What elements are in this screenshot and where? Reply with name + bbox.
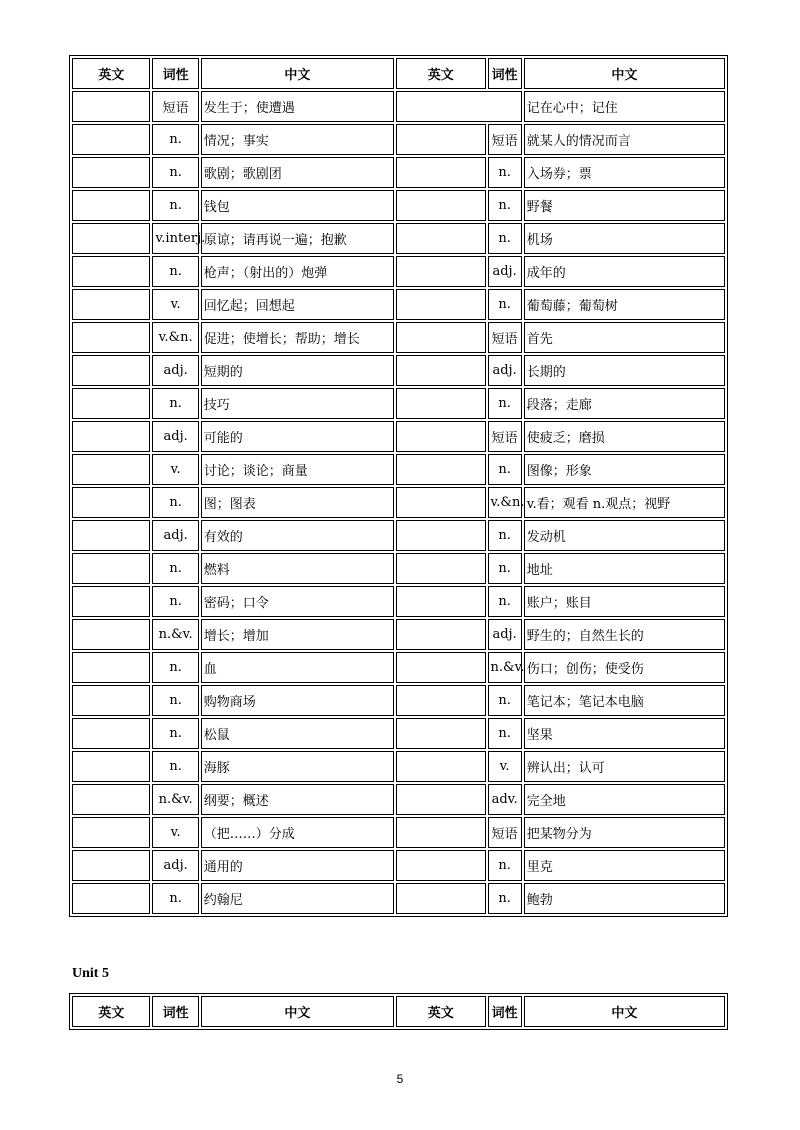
chinese-cell-left: 原谅；请再说一遍；抱歉 — [201, 223, 394, 254]
english-cell-right — [396, 883, 486, 914]
english-cell-left — [72, 817, 150, 848]
header-pos: 词性 — [488, 58, 522, 89]
english-cell-left — [72, 388, 150, 419]
pos-cell-right: adv. — [488, 784, 522, 815]
pos-cell-left: adj. — [152, 421, 198, 452]
english-cell-left — [72, 454, 150, 485]
table-row — [72, 289, 725, 320]
chinese-cell-right: 账户；账目 — [524, 586, 725, 617]
chinese-cell-left: 技巧 — [201, 388, 394, 419]
chinese-cell-left: 讨论；谈论；商量 — [201, 454, 394, 485]
table-row — [72, 487, 725, 518]
chinese-cell-right: 入场券；票 — [524, 157, 725, 188]
chinese-cell-left: 歌剧；歌剧团 — [201, 157, 394, 188]
pos-cell-right: n. — [488, 718, 522, 749]
pos-cell-right: n. — [488, 289, 522, 320]
english-cell-left — [72, 685, 150, 716]
header-chinese: 中文 — [201, 58, 394, 89]
pos-cell-left: n. — [152, 388, 198, 419]
pos-cell-left: n. — [152, 685, 198, 716]
english-cell-left — [72, 586, 150, 617]
chinese-cell-left: 钱包 — [201, 190, 394, 221]
pos-cell-left: adj. — [152, 850, 198, 881]
english-cell-right — [396, 850, 486, 881]
header-chinese: 中文 — [524, 58, 725, 89]
pos-cell-right: 短语 — [488, 322, 522, 353]
header-row — [72, 58, 725, 89]
chinese-cell-left: 短期的 — [201, 355, 394, 386]
chinese-cell-right: 笔记本；笔记本电脑 — [524, 685, 725, 716]
english-cell-right — [396, 619, 486, 650]
chinese-cell-left: 约翰尼 — [201, 883, 394, 914]
chinese-cell-right: 地址 — [524, 553, 725, 584]
header-english: 英文 — [72, 996, 150, 1027]
english-cell-left — [72, 223, 150, 254]
english-cell-left — [72, 256, 150, 287]
vocab-table — [69, 55, 728, 917]
pos-cell-right: n. — [488, 388, 522, 419]
english-cell-right — [396, 388, 486, 419]
header-english: 英文 — [396, 58, 486, 89]
pos-cell-right: n. — [488, 586, 522, 617]
chinese-cell-right: 就某人的情况而言 — [524, 124, 725, 155]
table-row — [72, 553, 725, 584]
table-row — [72, 718, 725, 749]
pos-cell-right: n. — [488, 520, 522, 551]
pos-cell-left: n. — [152, 124, 198, 155]
english-cell-right — [396, 817, 486, 848]
chinese-cell-right: 长期的 — [524, 355, 725, 386]
chinese-cell-right: 鲍勃 — [524, 883, 725, 914]
chinese-cell-left: 有效的 — [201, 520, 394, 551]
english-cell-left — [72, 619, 150, 650]
english-cell-right — [396, 289, 486, 320]
english-cell-left — [72, 751, 150, 782]
english-cell-right — [396, 685, 486, 716]
pos-cell-right: adj. — [488, 355, 522, 386]
english-cell-left — [72, 289, 150, 320]
chinese-cell-left: 燃料 — [201, 553, 394, 584]
pos-cell-left: v.&n. — [152, 322, 198, 353]
pos-cell-right: n. — [488, 883, 522, 914]
table-row — [72, 223, 725, 254]
header-pos: 词性 — [152, 58, 198, 89]
header-english: 英文 — [72, 58, 150, 89]
chinese-cell-right: 野生的；自然生长的 — [524, 619, 725, 650]
pos-cell-left: n. — [152, 718, 198, 749]
header-row — [72, 996, 725, 1027]
table-row — [72, 652, 725, 683]
table-row — [72, 157, 725, 188]
chinese-cell-right: 完全地 — [524, 784, 725, 815]
english-cell-left — [72, 784, 150, 815]
pos-cell-left: v. — [152, 817, 198, 848]
pos-cell-left: n. — [152, 487, 198, 518]
header-pos: 词性 — [152, 996, 198, 1027]
table-row — [72, 850, 725, 881]
table-row — [72, 388, 725, 419]
table-row — [72, 817, 725, 848]
pos-cell-left: adj. — [152, 520, 198, 551]
pos-cell-left: n. — [152, 157, 198, 188]
pos-cell-right: v. — [488, 751, 522, 782]
header-chinese: 中文 — [524, 996, 725, 1027]
english-cell-right — [396, 586, 486, 617]
chinese-cell-left: 密码；口令 — [201, 586, 394, 617]
table-row — [72, 190, 725, 221]
english-cell-right — [396, 223, 486, 254]
english-cell-left — [72, 355, 150, 386]
unit5-table — [69, 993, 728, 1030]
pos-cell-left: n. — [152, 553, 198, 584]
chinese-cell-left: 购物商场 — [201, 685, 394, 716]
chinese-cell-left: 海豚 — [201, 751, 394, 782]
chinese-cell-left: 可能的 — [201, 421, 394, 452]
pos-cell-left: n.&v. — [152, 619, 198, 650]
pos-cell-right: 短语 — [488, 817, 522, 848]
pos-cell-left: v. — [152, 289, 198, 320]
chinese-cell-left: 促进；使增长；帮助；增长 — [201, 322, 394, 353]
chinese-cell-right: 记在心中；记住 — [524, 91, 725, 122]
english-cell-right — [396, 553, 486, 584]
chinese-cell-right: 首先 — [524, 322, 725, 353]
chinese-cell-left: 通用的 — [201, 850, 394, 881]
unit-heading: Unit 5 — [72, 966, 109, 981]
chinese-cell-right: 伤口；创伤；使受伤 — [524, 652, 725, 683]
pos-cell-right: n. — [488, 190, 522, 221]
pos-cell-right: n. — [488, 850, 522, 881]
english-cell-right — [396, 322, 486, 353]
pos-cell-right: n. — [488, 553, 522, 584]
chinese-cell-left: 图；图表 — [201, 487, 394, 518]
english-cell-right — [396, 520, 486, 551]
english-cell-left — [72, 487, 150, 518]
english-cell-left — [72, 157, 150, 188]
english-cell-right — [396, 454, 486, 485]
english-cell-right — [396, 751, 486, 782]
table-row — [72, 751, 725, 782]
english-cell-left — [72, 850, 150, 881]
pos-cell-right: adj. — [488, 256, 522, 287]
pos-cell-left: n. — [152, 751, 198, 782]
chinese-cell-right: v.看；观看 n.观点；视野 — [524, 487, 725, 518]
english-cell-left — [72, 520, 150, 551]
english-cell-right — [396, 256, 486, 287]
table-row — [72, 685, 725, 716]
pos-cell-right: n. — [488, 157, 522, 188]
english-cell-right — [396, 784, 486, 815]
english-cell-left — [72, 883, 150, 914]
chinese-cell-left: 回忆起；回想起 — [201, 289, 394, 320]
table-row — [72, 256, 725, 287]
chinese-cell-right: 发动机 — [524, 520, 725, 551]
chinese-cell-right: 野餐 — [524, 190, 725, 221]
chinese-cell-right: 成年的 — [524, 256, 725, 287]
pos-cell-right: 短语 — [488, 421, 522, 452]
pos-cell-right: adj. — [488, 619, 522, 650]
chinese-cell-right: 图像；形象 — [524, 454, 725, 485]
english-cell-right — [396, 652, 486, 683]
english-cell-right — [396, 355, 486, 386]
table-row — [72, 91, 725, 122]
chinese-cell-left: 纲要；概述 — [201, 784, 394, 815]
table-row — [72, 520, 725, 551]
english-cell-right — [396, 421, 486, 452]
table-row — [72, 454, 725, 485]
table-row — [72, 619, 725, 650]
table-row — [72, 124, 725, 155]
english-cell-right — [396, 718, 486, 749]
table-row — [72, 883, 725, 914]
table-row — [72, 421, 725, 452]
english-cell-right — [396, 157, 486, 188]
pos-cell-left: 短语 — [152, 91, 198, 122]
english-cell-left — [72, 124, 150, 155]
english-cell-left — [72, 322, 150, 353]
chinese-cell-left: 情况；事实 — [201, 124, 394, 155]
chinese-cell-left: 增长；增加 — [201, 619, 394, 650]
chinese-cell-left: （把……）分成 — [201, 817, 394, 848]
chinese-cell-right: 坚果 — [524, 718, 725, 749]
chinese-cell-right: 把某物分为 — [524, 817, 725, 848]
pos-cell-left: v. — [152, 454, 198, 485]
pos-cell-left: n.&v. — [152, 784, 198, 815]
table-row — [72, 322, 725, 353]
page-number: 5 — [396, 1072, 404, 1086]
table-row — [72, 355, 725, 386]
chinese-cell-left: 血 — [201, 652, 394, 683]
english-cell-right — [396, 487, 486, 518]
pos-cell-right: n.&v. — [488, 652, 522, 683]
header-chinese: 中文 — [201, 996, 394, 1027]
english-cell-left — [72, 652, 150, 683]
header-pos: 词性 — [488, 996, 522, 1027]
english-cell-left — [72, 190, 150, 221]
chinese-cell-right: 里克 — [524, 850, 725, 881]
english-cell-left — [72, 421, 150, 452]
pos-cell-right: n. — [488, 454, 522, 485]
english-cell-left — [72, 718, 150, 749]
pos-cell-right: n. — [488, 685, 522, 716]
pos-cell-right: v.&n. — [488, 487, 522, 518]
table-row — [72, 784, 725, 815]
english-cell-right — [396, 91, 522, 122]
chinese-cell-right: 使疲乏；磨损 — [524, 421, 725, 452]
pos-cell-left: adj. — [152, 355, 198, 386]
chinese-cell-left: 枪声；（射出的）炮弹 — [201, 256, 394, 287]
pos-cell-right: n. — [488, 223, 522, 254]
english-cell-right — [396, 190, 486, 221]
chinese-cell-left: 松鼠 — [201, 718, 394, 749]
chinese-cell-right: 段落；走廊 — [524, 388, 725, 419]
pos-cell-left: v.interj. — [152, 223, 198, 254]
pos-cell-left: n. — [152, 652, 198, 683]
english-cell-right — [396, 124, 486, 155]
pos-cell-left: n. — [152, 883, 198, 914]
chinese-cell-right: 机场 — [524, 223, 725, 254]
pos-cell-right: 短语 — [488, 124, 522, 155]
english-cell-left — [72, 553, 150, 584]
header-english: 英文 — [396, 996, 486, 1027]
english-cell-left — [72, 91, 150, 122]
pos-cell-left: n. — [152, 190, 198, 221]
chinese-cell-right: 辨认出；认可 — [524, 751, 725, 782]
pos-cell-left: n. — [152, 256, 198, 287]
chinese-cell-right: 葡萄藤；葡萄树 — [524, 289, 725, 320]
chinese-cell-left: 发生于；使遭遇 — [201, 91, 394, 122]
pos-cell-left: n. — [152, 586, 198, 617]
table-row — [72, 586, 725, 617]
